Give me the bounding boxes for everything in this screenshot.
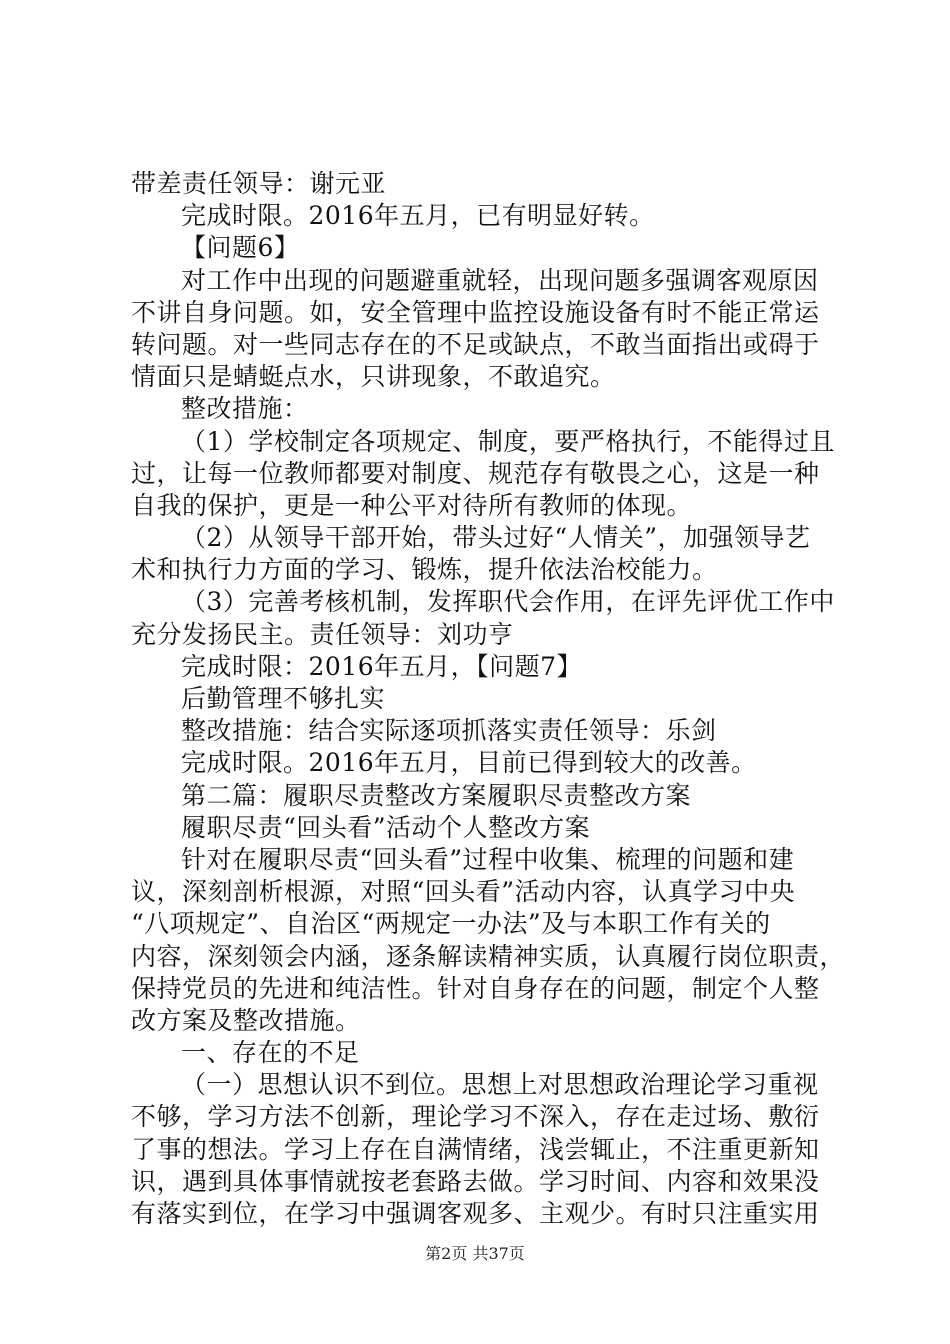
text-line: 改方案及整改措施。 bbox=[131, 1005, 361, 1035]
text-line: 针对在履职尽责“回头看”过程中收集、梳理的问题和建 bbox=[181, 844, 795, 874]
text-line: 内容，深刻领会内涵，逐条解读精神实质，认真履行岗位职责， bbox=[131, 941, 846, 971]
page-footer: 第2页 共37页 bbox=[425, 1244, 525, 1263]
text-line: 对工作中出现的问题避重就轻，出现问题多强调客观原因 bbox=[181, 265, 819, 295]
text-line: （一）思想认识不到位。思想上对思想政治理论学习重视 bbox=[181, 1070, 819, 1100]
body-text bbox=[131, 168, 846, 1230]
text-line: 后勤管理不够扎实 bbox=[181, 684, 386, 713]
text-line: 一、存在的不足 bbox=[181, 1038, 360, 1068]
text-line: 保持党员的先进和纯洁性。针对自身存在的问题，制定个人整 bbox=[131, 973, 820, 1003]
text-line: （3）完善考核机制，发挥职代会作用，在评先评优工作中 bbox=[181, 587, 835, 617]
text-line: 议，深刻剖析根源，对照“回头看”活动内容，认真学习中央 bbox=[131, 877, 796, 907]
text-line: 【问题6】 bbox=[181, 233, 300, 263]
text-line: 充分发扬民主。责任领导：刘功亨 bbox=[131, 619, 514, 649]
text-line: 了事的想法。学习上存在自满情绪，浅尝辄止，不注重更新知 bbox=[131, 1134, 820, 1164]
text-line: 有落实到位，在学习中强调客观多、主观少。有时只注重实用 bbox=[131, 1199, 820, 1228]
text-line: 带差责任领导：谢元亚 bbox=[131, 169, 387, 198]
text-line: 整改措施： bbox=[181, 394, 309, 424]
text-line: 自我的保护，更是一种公平对待所有教师的体现。 bbox=[131, 490, 693, 520]
text-line: （1）学校制定各项规定、制度，要严格执行，不能得过且 bbox=[181, 426, 835, 456]
text-line: “八项规定”、自治区“两规定一办法”及与本职工作有关的 bbox=[131, 909, 771, 939]
text-line: 完成时限。2016年五月，已有明显好转。 bbox=[181, 201, 655, 231]
text-line: 转问题。对一些同志存在的不足或缺点，不敢当面指出或碍于 bbox=[131, 329, 820, 359]
text-line: 过，让每一位教师都要对制度、规范存有敬畏之心，这是一种 bbox=[131, 458, 820, 488]
text-line: 整改措施：结合实际逐项抓落实责任领导：乐剑 bbox=[181, 716, 717, 746]
text-line: 情面只是蜻蜓点水，只讲现象，不敢追究。 bbox=[131, 362, 616, 392]
text-line: 不够，学习方法不创新，理论学习不深入，存在走过场、敷衍 bbox=[131, 1102, 820, 1132]
text-line: 履职尽责“回头看”活动个人整改方案 bbox=[181, 812, 591, 842]
text-line: 术和执行力方面的学习、锻炼，提升依法治校能力。 bbox=[131, 555, 718, 585]
text-line: 完成时限：2016年五月，【问题7】 bbox=[181, 651, 583, 681]
text-line: 完成时限。2016年五月，目前已得到较大的改善。 bbox=[181, 748, 757, 778]
text-line: 不讲自身问题。如，安全管理中监控设施设备有时不能正常运 bbox=[131, 297, 820, 327]
text-line: 第二篇：履职尽责整改方案履职尽责整改方案 bbox=[181, 780, 692, 810]
text-line: （2）从领导干部开始，带头过好“人情关”，加强领导艺 bbox=[181, 523, 811, 553]
text-line: 识，遇到具体事情就按老套路去做。学习时间、内容和效果没 bbox=[131, 1166, 820, 1196]
